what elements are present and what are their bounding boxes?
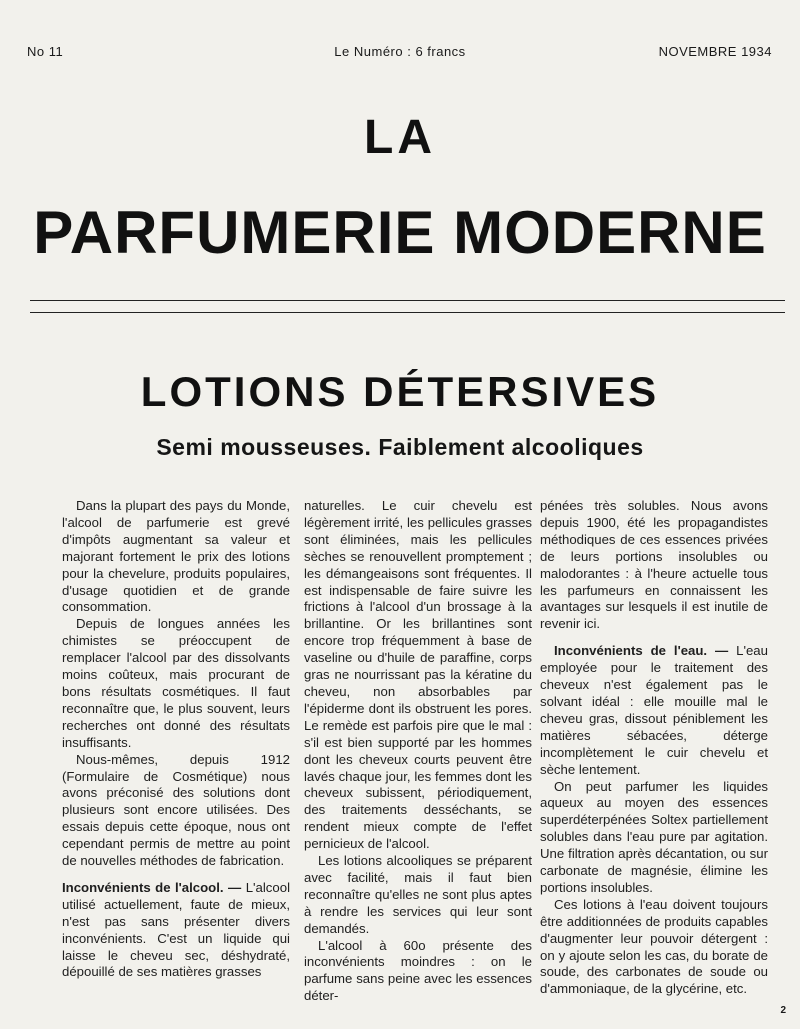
paragraph: pénées très solubles. Nous avons depuis 1900, été les propagandistes méthodiques de ces essences privées de leurs portions insolubles ou malodorantes : à l'heure actuelle tous les parfumeurs en connaissent les avantages sur lesquels il est inutile de revenir ici. bbox=[540, 498, 768, 632]
paragraph: Les lotions alcooliques se préparent avec facilité, mais il faut bien reconnaître qu'elles ne sont plus aptes à rendre les services qui leur sont demandés. bbox=[304, 853, 532, 936]
text-column-3 bbox=[540, 498, 768, 998]
section-heading: Inconvénients de l'alcool. — bbox=[62, 879, 242, 895]
paragraph: Depuis de longues années les chimistes se préoccupent de remplacer l'alcool par des dissolvants moins coûteux, mais procurant de bons résultats cosmétiques. Il faut reconnaître que, le plus souvent, leurs recherches ont donné des résultats insuffisants. bbox=[62, 616, 290, 750]
issue-price: Le Numéro : 6 francs bbox=[334, 44, 466, 59]
paragraph: Nous-mêmes, depuis 1912 (Formulaire de Cosmétique) nous avons préconisé des solutions dont plusieurs sont encore utilisées. Des essais depuis cette époque, nous ont cependant permis de mettre au point de nouvelles méthodes de fabrication. bbox=[62, 751, 290, 869]
article-subtitle: Semi mousseuses. Faiblement alcooliques bbox=[156, 434, 644, 460]
paragraph: naturelles. Le cuir chevelu est légèrement irrité, les pellicules grasses sont éliminées, mais les pellicules sèches se renouvellent promptement ; les démangeaisons sont fréquentes. Il est indispensable de faire suivre les frictions à l'alcool d'un brossage à la brillantine. Or les brillantines sont encore trop fréquemment à base de vaseline ou d'huile de paraffine, corps gras ne nourrissant pas la kératine du cheveu, non absorbables par l'épiderme dont ils obstruent les pores. Le remède est parfois pire que le mal : s'il est bien supporté par les hommes dont les cheveux courts peuvent être lavés chaque jour, les femmes dont les cheveux subissent, périodiquement, des traitements desséchants, se rendent mieux compte de l'effet pernicieux de l'alcool. bbox=[304, 498, 532, 852]
paragraph: On peut parfumer les liquides aqueux au moyen des essences superdéterpénées Soltex partiellement solubles dans l'eau pure par agitation. Une filtration après décantation, ou sur carbonate de magnésie, élimine les portions insolubles. bbox=[540, 778, 768, 895]
article-title: LOTIONS DÉTERSIVES bbox=[140, 368, 660, 415]
text-column-1 bbox=[62, 498, 290, 981]
masthead-line-2: PARFUMERIE MODERNE bbox=[33, 199, 767, 266]
page-number: 2 bbox=[780, 1005, 786, 1016]
paragraph: Dans la plupart des pays du Monde, l'alcool de parfumerie est grevé d'impôts augmentant sa valeur et majorant fortement le prix des lotions pour la chevelure, produits populaires, d'usage quotidien et de grande consommation. bbox=[62, 498, 290, 615]
divider-rule bbox=[30, 312, 785, 313]
issue-number: No 11 bbox=[27, 44, 64, 59]
paragraph: L'alcool utilisé actuellement, faute de mieux, n'est pas sans présenter divers inconvénients. C'est un liquide qui laisse le cheveu sec, déshydraté, dépouillé de ses matières grasses bbox=[62, 879, 290, 980]
paragraph: Ces lotions à l'eau doivent toujours être additionnées de produits capables d'augmenter leur pouvoir détergent : on y ajoute selon les cas, du borate de soude, des carbonates de soude ou d'ammoniaque, de la glycérine, etc. bbox=[540, 896, 768, 997]
section bbox=[62, 880, 290, 981]
divider-rule bbox=[30, 300, 785, 301]
section bbox=[540, 643, 768, 778]
masthead-line-1: LA bbox=[364, 111, 436, 164]
paragraph: L'alcool à 60o présente des inconvénients moindres : on le parfume sans peine avec les essences déter- bbox=[304, 937, 532, 1004]
text-column-2 bbox=[304, 498, 532, 1005]
paragraph: L'eau employée pour le traitement des cheveux n'est également pas le solvant idéal : elle mouille mal le cheveu gras, dissout péniblement les matières sébacées, déterge incomplètement le cuir chevelu et sèche lentement. bbox=[540, 643, 768, 777]
issue-date: NOVEMBRE 1934 bbox=[658, 44, 772, 59]
section-heading: Inconvénients de l'eau. — bbox=[554, 643, 729, 659]
